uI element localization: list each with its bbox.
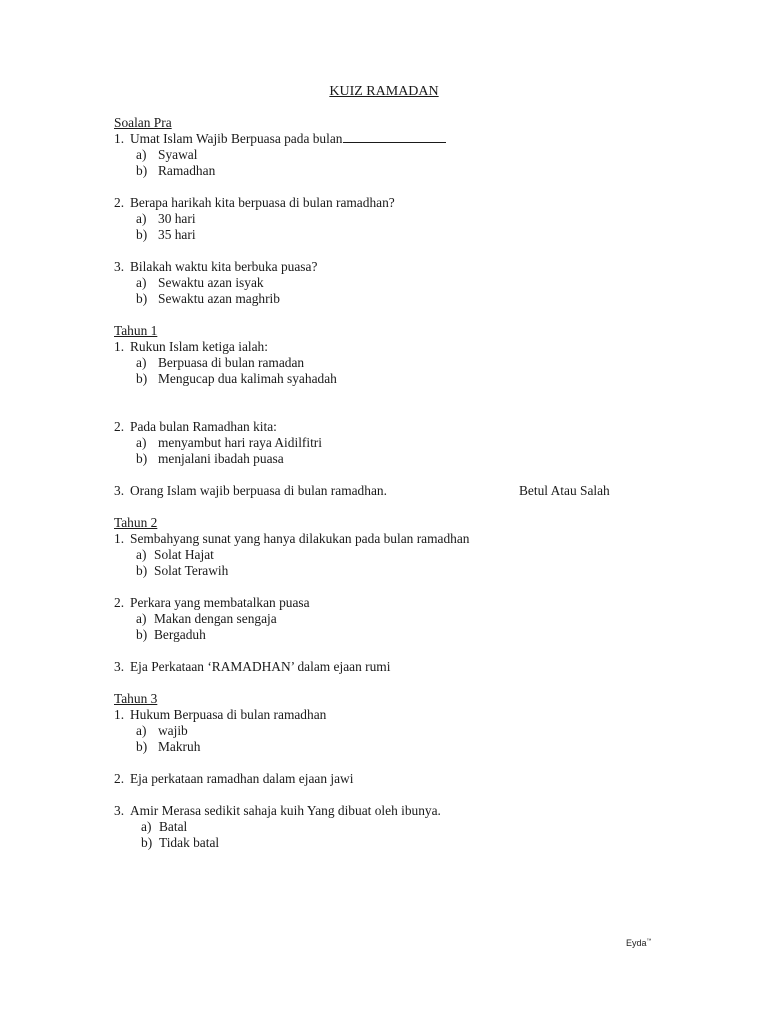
option-label: a) [136,547,147,562]
question-tahun3-3 [114,803,674,819]
question-number: 3. [114,483,125,498]
section-heading-tahun-2: Tahun 2 [114,515,158,530]
footer-signature [626,936,652,948]
option-text: Sewaktu azan maghrib [158,291,280,306]
question-tahun1-2 [114,419,674,435]
question-text: Amir Merasa sedikit sahaja kuih Yang dibuat oleh ibunya. [130,803,441,818]
option-pra-3-a [114,275,674,291]
question-text: Orang Islam wajib berpuasa di bulan ramadhan. [130,483,387,498]
question-text: Perkara yang membatalkan puasa [130,595,310,610]
option-text: Solat Terawih [154,563,229,578]
question-number: 1. [114,339,125,354]
option-text: menjalani ibadah puasa [158,451,284,466]
option-text: Batal [159,819,188,834]
option-tahun2-2-a [114,611,674,627]
option-tahun2-1-a [114,547,674,563]
question-tahun3-1 [114,707,674,723]
question-text: Hukum Berpuasa di bulan ramadhan [130,707,327,722]
question-number: 1. [114,531,125,546]
trademark-mark: ™ [646,938,652,944]
question-pra-1 [114,131,674,147]
question-number: 1. [114,131,125,146]
option-tahun3-3-a [114,819,674,835]
question-text: Umat Islam Wajib Berpuasa pada bulan [130,131,343,146]
section-heading-tahun-3: Tahun 3 [114,691,158,706]
question-number: 2. [114,195,125,210]
option-label: b) [136,291,148,306]
option-text: Syawal [158,147,198,162]
option-tahun1-2-b [114,451,674,467]
option-pra-3-b [114,291,674,307]
option-label: b) [136,627,148,642]
question-tahun2-3 [114,659,674,675]
question-pra-2 [114,195,674,211]
question-number: 3. [114,259,125,274]
option-text: Berpuasa di bulan ramadan [158,355,305,370]
section-heading-pra: Soalan Pra [114,115,172,130]
question-text: Sembahyang sunat yang hanya dilakukan pada bulan ramadhan [130,531,470,546]
question-number: 1. [114,707,125,722]
question-text: Berapa harikah kita berpuasa di bulan ramadhan? [130,195,395,210]
question-text: Rukun Islam ketiga ialah: [130,339,268,354]
question-number: 2. [114,771,125,786]
option-text: menyambut hari raya Aidilfitri [158,435,322,450]
option-text: wajib [158,723,188,738]
option-text: Mengucap dua kalimah syahadah [158,371,337,386]
option-label: b) [136,451,148,466]
option-label: b) [136,563,148,578]
question-text: Eja Perkataan ‘RAMADHAN’ dalam ejaan rumi [130,659,391,674]
option-label: b) [136,739,148,754]
option-tahun3-3-b [114,835,674,851]
option-label: b) [136,227,148,242]
option-tahun1-1-b [114,371,674,387]
option-text: 35 hari [158,227,196,242]
option-label: a) [136,435,147,450]
option-tahun3-1-b [114,739,674,755]
option-label: a) [136,611,147,626]
option-pra-2-a [114,211,674,227]
question-tahun3-2 [114,771,674,787]
question-tahun1-1 [114,339,674,355]
page-title: KUIZ RAMADAN [329,84,439,99]
option-text: Makruh [158,739,201,754]
option-text: Makan dengan sengaja [154,611,277,626]
section-heading-tahun-1: Tahun 1 [114,323,158,338]
option-text: 30 hari [158,211,196,226]
option-label: b) [136,163,148,178]
option-label: a) [136,147,147,162]
question-number: 2. [114,419,125,434]
question-pra-3 [114,259,674,275]
question-text: Bilakah waktu kita berbuka puasa? [130,259,318,274]
option-text: Ramadhan [158,163,216,178]
option-pra-1-a [114,147,674,163]
question-tahun2-2 [114,595,674,611]
question-number: 3. [114,803,125,818]
option-label: b) [136,371,148,386]
option-label: a) [136,275,147,290]
option-tahun1-2-a [114,435,674,451]
answer-blank [343,131,446,143]
option-tahun2-1-b [114,563,674,579]
option-pra-1-b [114,163,674,179]
option-label: a) [136,355,147,370]
question-tahun1-3 [114,483,674,499]
quiz-content [114,115,674,851]
option-label: a) [136,723,147,738]
option-tahun3-1-a [114,723,674,739]
true-false-answer: Betul Atau Salah [519,483,610,498]
option-tahun1-1-a [114,355,674,371]
question-tahun2-1 [114,531,674,547]
question-text: Eja perkataan ramadhan dalam ejaan jawi [130,771,354,786]
question-text: Pada bulan Ramadhan kita: [130,419,277,434]
option-label: b) [141,835,153,850]
option-label: a) [141,819,152,834]
option-text: Solat Hajat [154,547,214,562]
question-number: 2. [114,595,125,610]
option-label: a) [136,211,147,226]
author-name: Eyda [626,938,647,948]
option-text: Tidak batal [159,835,220,850]
option-text: Sewaktu azan isyak [158,275,264,290]
option-tahun2-2-b [114,627,674,643]
option-text: Bergaduh [154,627,206,642]
option-pra-2-b [114,227,674,243]
question-number: 3. [114,659,125,674]
